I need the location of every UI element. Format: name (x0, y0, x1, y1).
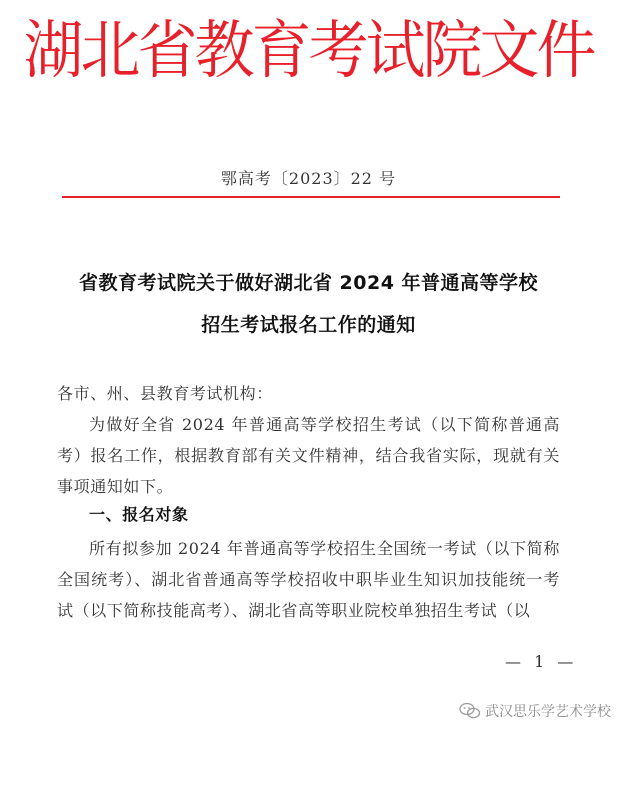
document-number: 鄂高考〔2023〕22 号 (220, 169, 397, 188)
addressee: 各市、州、县教育考试机构： (57, 384, 273, 403)
wechat-icon (459, 702, 481, 720)
document-masthead: 湖北省教育考试院文件 (23, 14, 594, 88)
page-number: — 1 — (505, 652, 578, 671)
red-divider-line (62, 196, 560, 198)
notice-title-line-1: 省教育考试院关于做好湖北省 2024 年普通高等学校 (78, 272, 539, 294)
section-1-paragraph: 所有拟参加 2024 年普通高等学校招生全国统一考试（以下简称全国统考）、湖北省普通高等学校招收中职毕业生知识加技能统一考试（以下简称技能高考）、湖北省高等职业院校单独招生考试（以 (57, 539, 560, 620)
watermark-text: 武汉思乐学艺术学校 (485, 704, 611, 720)
watermark (459, 701, 611, 721)
section-heading-1: 一、报名对象 (89, 505, 189, 524)
notice-title-line-2: 招生考试报名工作的通知 (201, 314, 416, 336)
intro-paragraph: 为做好全省 2024 年普通高等学校招生考试（以下简称普通高考）报名工作，根据教育部有关文件精神，结合我省实际，现就有关事项通知如下。 (57, 415, 560, 496)
